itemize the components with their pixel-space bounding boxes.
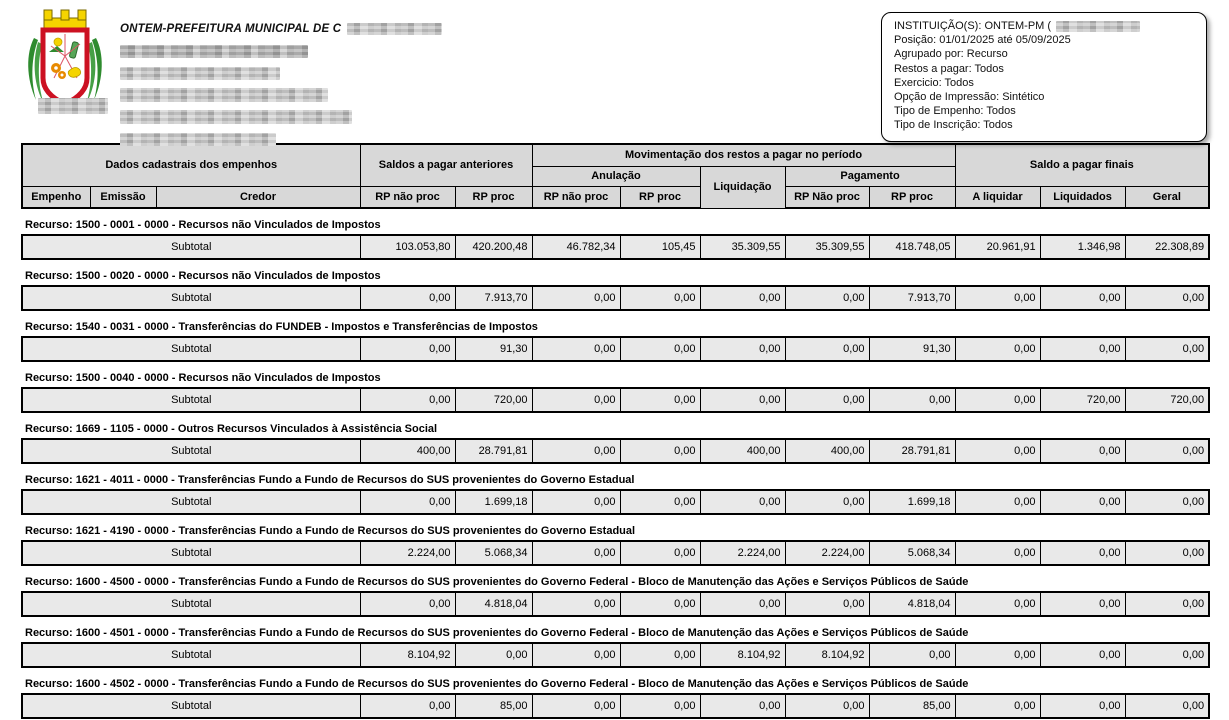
org-info-redacted-3 <box>120 110 352 124</box>
col-rp-nao-proc-ant: RP não proc <box>360 186 455 208</box>
subtotal-row <box>22 337 1209 361</box>
subtotal-value: 0,00 <box>955 592 1040 616</box>
subtotal-value: 0,00 <box>360 490 455 514</box>
subtotal-value: 22.308,89 <box>1125 235 1209 259</box>
subtotal-value: 0,00 <box>532 286 620 310</box>
subtotal-value: 0,00 <box>360 388 455 412</box>
subtotal-value: 0,00 <box>1040 490 1125 514</box>
subtotal-value: 4.818,04 <box>455 592 532 616</box>
subtotal-label: Subtotal <box>22 337 360 361</box>
subtotal-value: 35.309,55 <box>785 235 869 259</box>
subtotal-value: 0,00 <box>620 490 700 514</box>
group-title: Recurso: 1621 - 4011 - 0000 - Transferências Fundo a Fundo de Recursos do SUS provenientes do Governo Estadual <box>22 469 1209 490</box>
subtotal-label: Subtotal <box>22 439 360 463</box>
subtotal-value: 720,00 <box>455 388 532 412</box>
subtotal-value: 400,00 <box>700 439 785 463</box>
subtotal-value: 720,00 <box>1125 388 1209 412</box>
org-address-redacted <box>120 45 308 58</box>
header-saldo-finais: Saldo a pagar finais <box>955 144 1209 186</box>
logo-banner-redacted <box>38 98 108 114</box>
subtotal-value: 0,00 <box>1125 592 1209 616</box>
subtotal-value: 0,00 <box>1125 286 1209 310</box>
subtotal-value: 0,00 <box>700 286 785 310</box>
subtotal-value: 0,00 <box>1125 490 1209 514</box>
subtotal-value: 0,00 <box>1125 439 1209 463</box>
subtotal-value: 0,00 <box>1040 337 1125 361</box>
subtotal-value: 0,00 <box>1040 286 1125 310</box>
subtotal-row <box>22 439 1209 463</box>
subtotal-row <box>22 388 1209 412</box>
col-rp-proc-pag: RP proc <box>869 186 955 208</box>
subtotal-value: 0,00 <box>360 592 455 616</box>
header-pagamento: Pagamento <box>785 166 955 186</box>
subtotal-value: 1.699,18 <box>869 490 955 514</box>
subtotal-value: 0,00 <box>700 694 785 718</box>
subtotal-value: 0,00 <box>1040 541 1125 565</box>
subtotal-value: 7.913,70 <box>455 286 532 310</box>
group-title: Recurso: 1600 - 4500 - 0000 - Transferências Fundo a Fundo de Recursos do SUS provenientes do Governo Federal - Bloco de Manutenção das Ações e Serviços Públicos de Saúde <box>22 571 1209 592</box>
filter-inscricao: Tipo de Inscrição: Todos <box>894 119 1013 132</box>
header-dados-cadastrais: Dados cadastrais dos empenhos <box>22 144 360 186</box>
filter-position: Posição: 01/01/2025 até 05/09/2025 <box>894 34 1071 47</box>
subtotal-value: 0,00 <box>700 337 785 361</box>
filter-empenho: Tipo de Empenho: Todos <box>894 105 1016 118</box>
subtotal-value: 0,00 <box>620 694 700 718</box>
subtotal-value: 0,00 <box>532 694 620 718</box>
subtotal-label: Subtotal <box>22 643 360 667</box>
group-title: Recurso: 1600 - 4502 - 0000 - Transferências Fundo a Fundo de Recursos do SUS provenientes do Governo Federal - Bloco de Manutenção das Ações e Serviços Públicos de Saúde <box>22 673 1209 694</box>
filter-exercicio: Exercicio: Todos <box>894 76 974 89</box>
subtotal-value: 7.913,70 <box>869 286 955 310</box>
group-title: Recurso: 1540 - 0031 - 0000 - Transferências do FUNDEB - Impostos e Transferências de Impostos <box>22 316 1209 337</box>
header-saldos-anteriores: Saldos a pagar anteriores <box>360 144 532 186</box>
subtotal-row <box>22 490 1209 514</box>
subtotal-value: 400,00 <box>785 439 869 463</box>
subtotal-value: 0,00 <box>532 337 620 361</box>
subtotal-value: 0,00 <box>1040 439 1125 463</box>
subtotal-label: Subtotal <box>22 592 360 616</box>
subtotal-value: 0,00 <box>955 337 1040 361</box>
subtotal-label: Subtotal <box>22 541 360 565</box>
subtotal-value: 0,00 <box>532 490 620 514</box>
subtotal-value: 0,00 <box>700 592 785 616</box>
subtotal-value: 0,00 <box>360 694 455 718</box>
group-title: Recurso: 1669 - 1105 - 0000 - Outros Recursos Vinculados à Assistência Social <box>22 418 1209 439</box>
col-liquidados: Liquidados <box>1040 186 1125 208</box>
subtotal-value: 103.053,80 <box>360 235 455 259</box>
subtotal-value: 0,00 <box>620 592 700 616</box>
filter-restos: Restos a pagar: Todos <box>894 62 1004 75</box>
restos-a-pagar-table <box>21 143 1210 719</box>
subtotal-value: 28.791,81 <box>455 439 532 463</box>
subtotal-value: 0,00 <box>620 541 700 565</box>
subtotal-row <box>22 592 1209 616</box>
subtotal-value: 85,00 <box>869 694 955 718</box>
subtotal-value: 0,00 <box>620 388 700 412</box>
subtotal-value: 0,00 <box>455 643 532 667</box>
subtotal-row <box>22 235 1209 259</box>
subtotal-value: 8.104,92 <box>700 643 785 667</box>
subtotal-value: 0,00 <box>955 439 1040 463</box>
subtotal-value: 0,00 <box>785 592 869 616</box>
subtotal-value: 0,00 <box>955 388 1040 412</box>
subtotal-value: 35.309,55 <box>700 235 785 259</box>
subtotal-value: 0,00 <box>620 337 700 361</box>
subtotal-value: 105,45 <box>620 235 700 259</box>
col-a-liquidar: A liquidar <box>955 186 1040 208</box>
header-liquidacao: Liquidação <box>700 166 785 208</box>
subtotal-value: 0,00 <box>785 490 869 514</box>
subtotal-row <box>22 541 1209 565</box>
subtotal-value: 0,00 <box>532 643 620 667</box>
subtotal-value: 0,00 <box>955 694 1040 718</box>
subtotal-value: 0,00 <box>620 439 700 463</box>
subtotal-value: 0,00 <box>532 541 620 565</box>
subtotal-value: 20.961,91 <box>955 235 1040 259</box>
subtotal-value: 0,00 <box>785 694 869 718</box>
subtotal-row <box>22 694 1209 718</box>
report-masthead <box>0 0 1229 143</box>
subtotal-label: Subtotal <box>22 694 360 718</box>
org-header-block <box>120 18 442 150</box>
institution-redacted <box>1056 21 1140 32</box>
subtotal-value: 0,00 <box>532 439 620 463</box>
col-credor: Credor <box>156 186 360 208</box>
subtotal-value: 0,00 <box>869 388 955 412</box>
report-filters-box <box>881 12 1207 142</box>
group-title: Recurso: 1621 - 4190 - 0000 - Transferências Fundo a Fundo de Recursos do SUS provenientes do Governo Estadual <box>22 520 1209 541</box>
subtotal-value: 420.200,48 <box>455 235 532 259</box>
col-rp-proc-anul: RP proc <box>620 186 700 208</box>
org-info-redacted-2 <box>120 88 328 102</box>
org-info-redacted-4 <box>120 133 276 146</box>
subtotal-value: 2.224,00 <box>700 541 785 565</box>
subtotal-value: 2.224,00 <box>360 541 455 565</box>
subtotal-value: 418.748,05 <box>869 235 955 259</box>
col-rp-nao-proc-anul: RP não proc <box>532 186 620 208</box>
org-title: ONTEM-PREFEITURA MUNICIPAL DE C <box>120 23 342 35</box>
subtotal-value: 720,00 <box>1040 388 1125 412</box>
subtotal-value: 0,00 <box>700 490 785 514</box>
subtotal-value: 0,00 <box>1125 643 1209 667</box>
subtotal-row <box>22 286 1209 310</box>
subtotal-value: 0,00 <box>360 337 455 361</box>
subtotal-value: 8.104,92 <box>360 643 455 667</box>
filter-impressao: Opção de Impressão: Sintético <box>894 91 1045 104</box>
subtotal-value: 85,00 <box>455 694 532 718</box>
group-title: Recurso: 1500 - 0020 - 0000 - Recursos não Vinculados de Impostos <box>22 265 1209 286</box>
subtotal-label: Subtotal <box>22 286 360 310</box>
subtotal-value: 4.818,04 <box>869 592 955 616</box>
subtotal-label: Subtotal <box>22 388 360 412</box>
subtotal-value: 0,00 <box>955 286 1040 310</box>
subtotal-label: Subtotal <box>22 235 360 259</box>
subtotal-value: 0,00 <box>360 286 455 310</box>
subtotal-value: 8.104,92 <box>785 643 869 667</box>
subtotal-value: 0,00 <box>1125 694 1209 718</box>
subtotal-value: 0,00 <box>1040 643 1125 667</box>
subtotal-value: 0,00 <box>785 388 869 412</box>
subtotal-value: 5.068,34 <box>869 541 955 565</box>
subtotal-value: 2.224,00 <box>785 541 869 565</box>
subtotal-value: 0,00 <box>620 643 700 667</box>
subtotal-value: 46.782,34 <box>532 235 620 259</box>
filter-grouping: Agrupado por: Recurso <box>894 48 1008 61</box>
subtotal-value: 1.699,18 <box>455 490 532 514</box>
institution-line: INSTITUIÇÃO(S): ONTEM-PM ( <box>894 20 1052 32</box>
org-info-redacted-1 <box>120 67 280 80</box>
subtotal-value: 0,00 <box>532 592 620 616</box>
subtotal-value: 0,00 <box>955 643 1040 667</box>
subtotal-value: 0,00 <box>700 388 785 412</box>
header-anulacao: Anulação <box>532 166 700 186</box>
subtotal-value: 0,00 <box>1040 592 1125 616</box>
subtotal-value: 0,00 <box>532 388 620 412</box>
col-emissao: Emissão <box>90 186 156 208</box>
subtotal-value: 0,00 <box>785 286 869 310</box>
col-rp-proc-ant: RP proc <box>455 186 532 208</box>
subtotal-value: 0,00 <box>869 643 955 667</box>
col-empenho: Empenho <box>22 186 90 208</box>
subtotal-value: 0,00 <box>1125 541 1209 565</box>
subtotal-value: 0,00 <box>785 337 869 361</box>
subtotal-value: 28.791,81 <box>869 439 955 463</box>
org-title-redacted <box>347 23 442 35</box>
subtotal-row <box>22 643 1209 667</box>
subtotal-value: 91,30 <box>869 337 955 361</box>
col-rp-nao-proc-pag: RP Não proc <box>785 186 869 208</box>
subtotal-label: Subtotal <box>22 490 360 514</box>
subtotal-value: 0,00 <box>955 541 1040 565</box>
subtotal-value: 5.068,34 <box>455 541 532 565</box>
subtotal-value: 0,00 <box>1125 337 1209 361</box>
subtotal-value: 91,30 <box>455 337 532 361</box>
subtotal-value: 0,00 <box>1040 694 1125 718</box>
col-geral: Geral <box>1125 186 1209 208</box>
group-title: Recurso: 1600 - 4501 - 0000 - Transferências Fundo a Fundo de Recursos do SUS provenientes do Governo Federal - Bloco de Manutenção das Ações e Serviços Públicos de Saúde <box>22 622 1209 643</box>
subtotal-value: 400,00 <box>360 439 455 463</box>
subtotal-value: 0,00 <box>955 490 1040 514</box>
header-movimentacao: Movimentação dos restos a pagar no período <box>532 144 955 166</box>
group-title: Recurso: 1500 - 0040 - 0000 - Recursos não Vinculados de Impostos <box>22 367 1209 388</box>
group-title: Recurso: 1500 - 0001 - 0000 - Recursos não Vinculados de Impostos <box>22 214 1209 235</box>
subtotal-value: 1.346,98 <box>1040 235 1125 259</box>
subtotal-value: 0,00 <box>620 286 700 310</box>
